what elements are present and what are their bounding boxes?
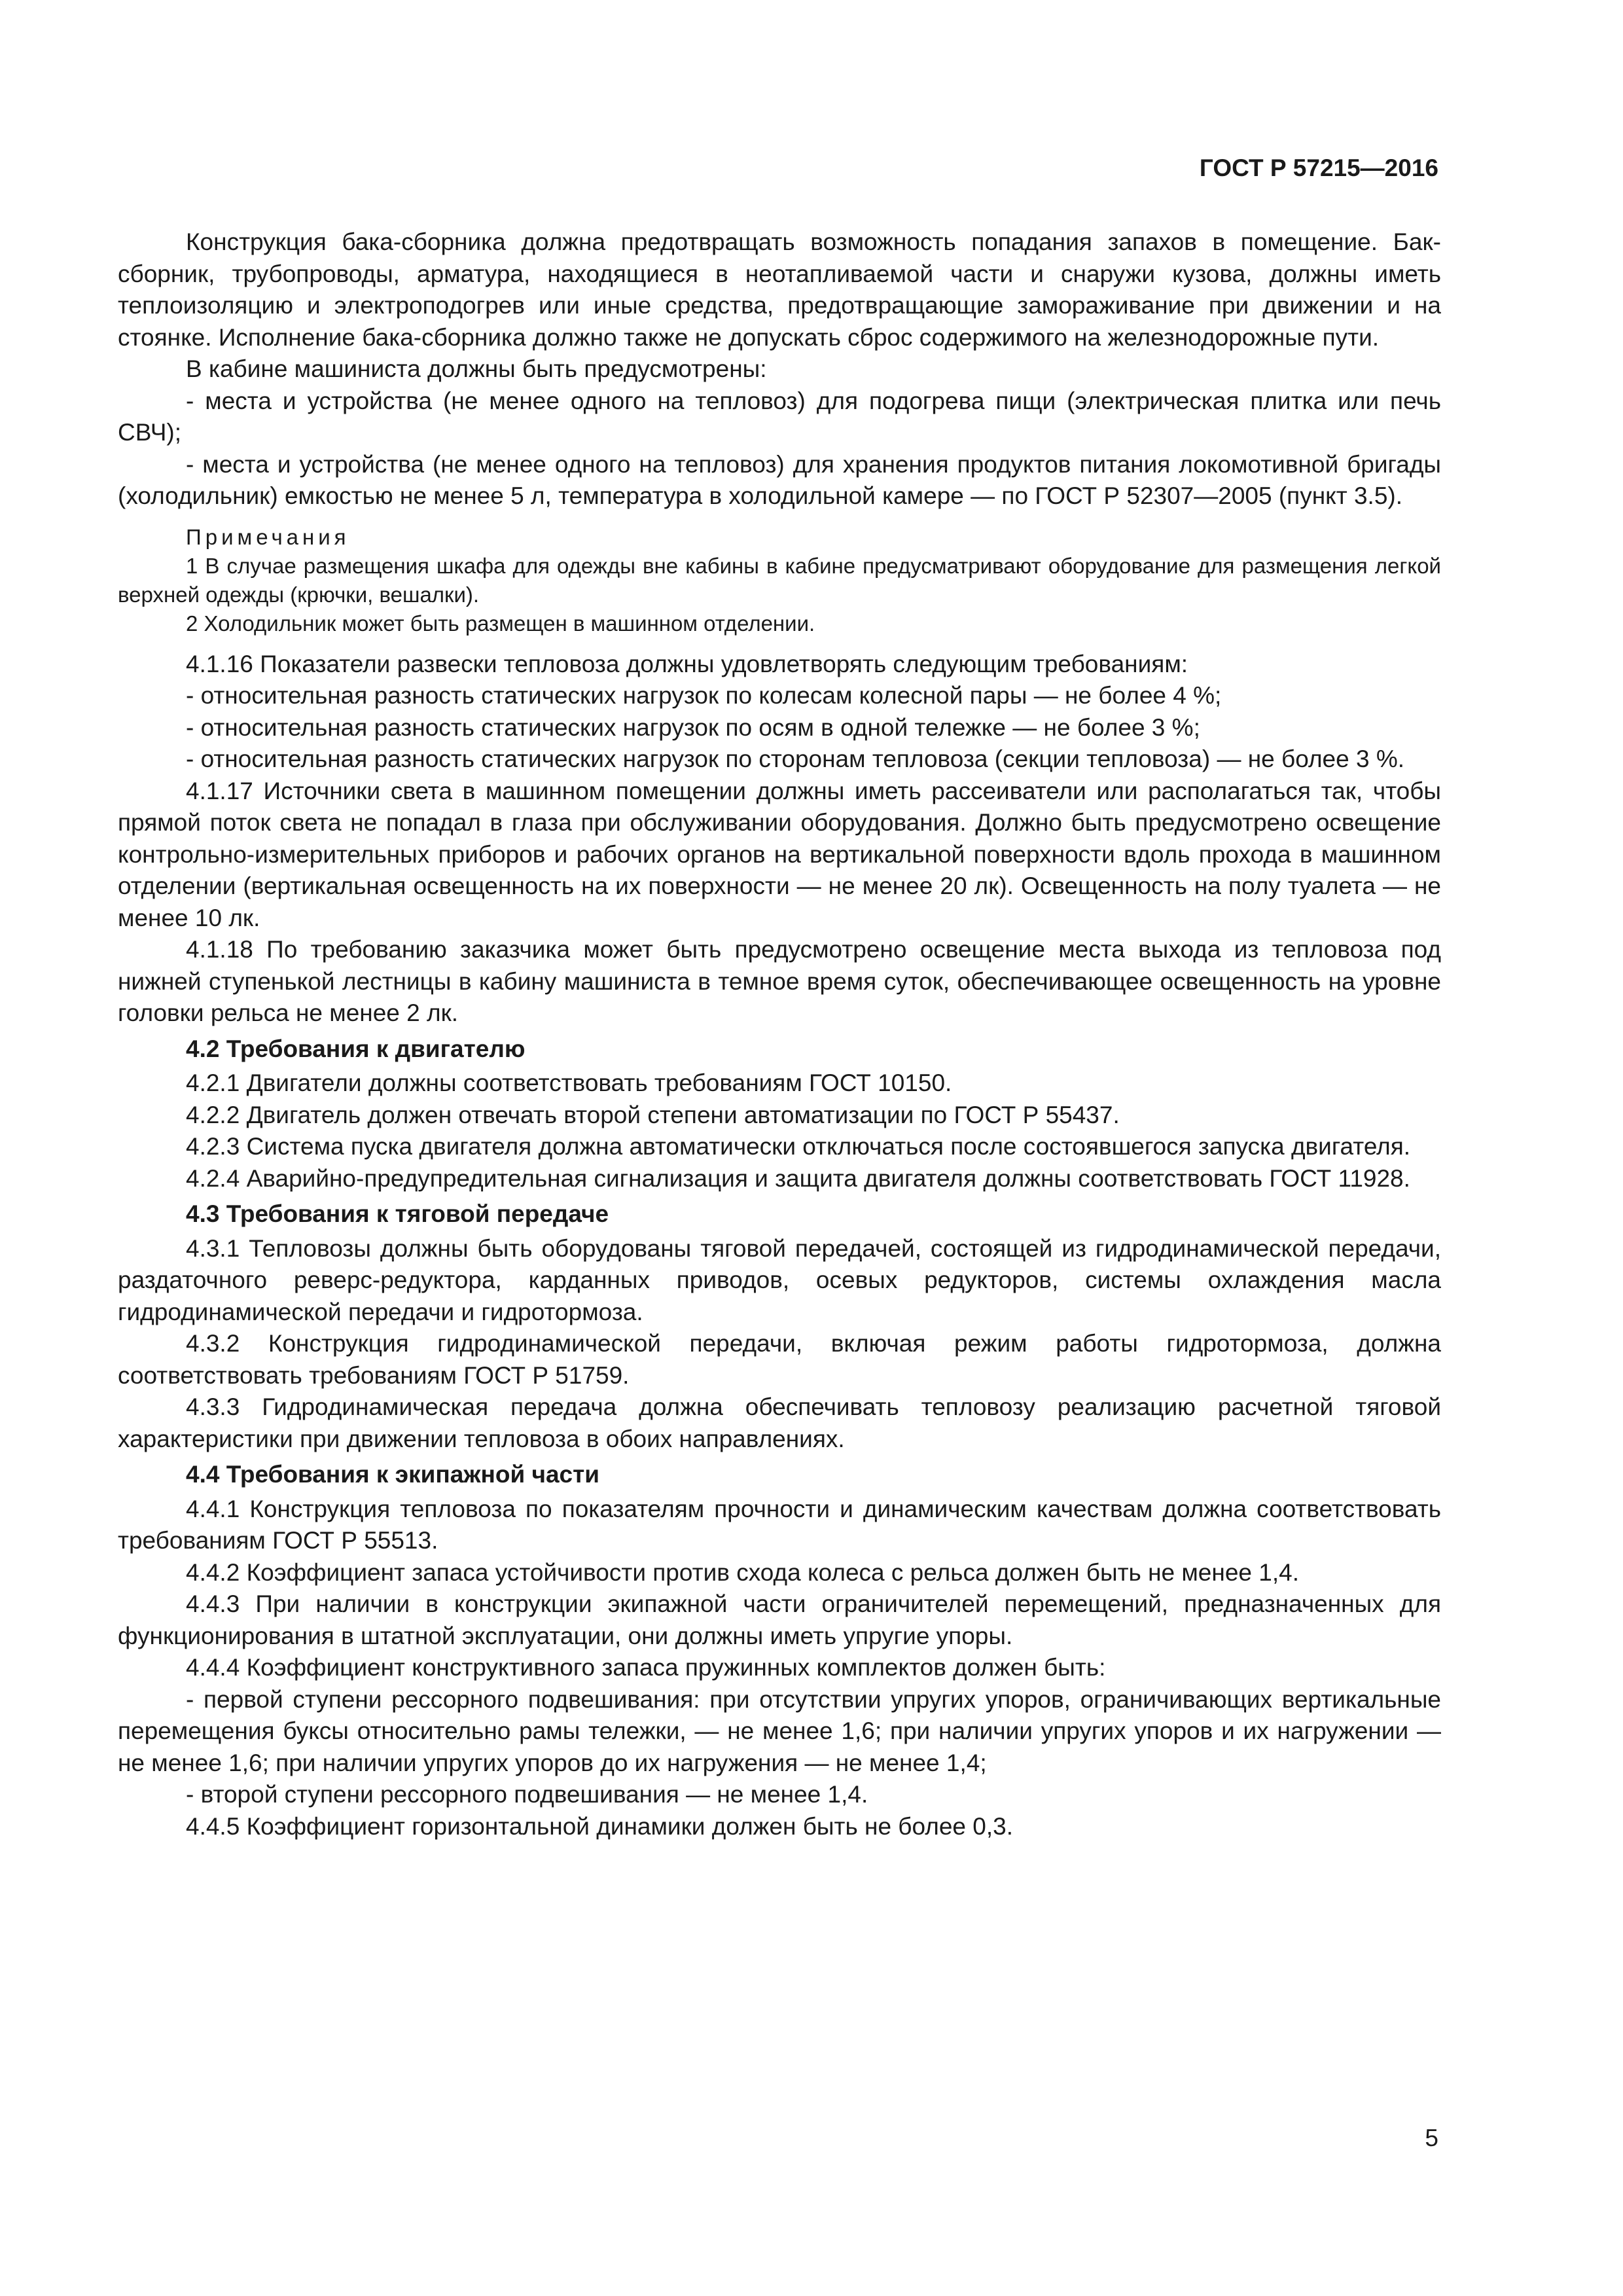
section-heading-4-2: 4.2 Требования к двигателю bbox=[186, 1035, 526, 1062]
list-item: - относительная разность статических нагрузок по сторонам тепловоза (секции тепловоза) — не более 3 %. bbox=[186, 745, 1405, 772]
paragraph: В кабине машиниста должны быть предусмотрены: bbox=[186, 355, 767, 382]
clause-4-4-2: 4.4.2 Коэффициент запаса устойчивости против схода колеса с рельса должен быть не менее 1,4. bbox=[186, 1558, 1299, 1586]
clause-4-1-18: 4.1.18 По требованию заказчика может быть предусмотрено освещение места выхода из тепловоза под нижней ступенькой лестницы в кабину машиниста в темное время суток, обеспечивающее освещенность на уровне головки рельса не менее 2 лк. bbox=[118, 936, 1441, 1026]
page-number: 5 bbox=[1425, 2125, 1438, 2151]
list-item: - относительная разность статических нагрузок по колесам колесной пары — не более 4 %; bbox=[186, 682, 1222, 709]
note-item: 1 В случае размещения шкафа для одежды вне кабины в кабине предусматривают оборудование для размещения легкой верхней одежды (крючки, вешалки). bbox=[118, 553, 1441, 607]
clause-4-1-17: 4.1.17 Источники света в машинном помещении должны иметь рассеиватели или располагаться так, чтобы прямой поток света не попадал в глаза при обслуживании оборудования. Должно быть предусмотрено освещение контрольно-измерительных приборов и рабочих органов на вертикальной поверхности вдоль прохода в машинном отделении (вертикальная освещенность на их поверхности — не менее 20 лк). Освещенность на полу туалета — не менее 10 лк. bbox=[118, 777, 1441, 931]
list-item: - первой ступени рессорного подвешивания: при отсутствии упругих упоров, ограничивающих вертикальные перемещения буксы относительно рамы тележки, — не менее 1,6; при наличии упругих упоров и их нагружении — не менее 1,6; при наличии упругих упоров до их нагружения — не менее 1,4; bbox=[118, 1685, 1441, 1776]
paragraph: Конструкция бака-сборника должна предотвращать возможность попадания запахов в помещение. Бак-сборник, трубопроводы, арматура, находящиеся в неотапливаемой части и снаружи кузова, должны иметь теплоизоляцию и электроподогрев или иные средства, предотвращающие замораживание при движении и на стоянке. Исполнение бака-сборника должно также не допускать сброс содержимого на железнодорожные пути. bbox=[118, 228, 1441, 351]
clause-4-3-3: 4.3.3 Гидродинамическая передача должна обеспечивать тепловозу реализацию расчетной тяговой характеристики при движении тепловоза в обоих направлениях. bbox=[118, 1393, 1441, 1452]
note-item: 2 Холодильник может быть размещен в машинном отделении. bbox=[186, 611, 815, 636]
clause-4-3-1: 4.3.1 Тепловозы должны быть оборудованы тяговой передачей, состоящей из гидродинамической передачи, раздаточного реверс-редуктора, карданных приводов, осевых редукторов, системы охлаждения масла гидродинамической передачи и гидротормоза. bbox=[118, 1234, 1441, 1325]
clause-4-3-2: 4.3.2 Конструкция гидродинамической передачи, включая режим работы гидротормоза, должна соответствовать требованиям ГОСТ Р 51759. bbox=[118, 1330, 1441, 1389]
clause-4-4-3: 4.4.3 При наличии в конструкции экипажной части ограничителей перемещений, предназначенных для функционирования в штатной эксплуатации, они должны иметь упругие упоры. bbox=[118, 1590, 1441, 1649]
clause-4-4-4: 4.4.4 Коэффициент конструктивного запаса пружинных комплектов должен быть: bbox=[186, 1654, 1106, 1681]
clause-4-2-1: 4.2.1 Двигатели должны соответствовать требованиям ГОСТ 10150. bbox=[186, 1069, 952, 1096]
section-heading-4-3: 4.3 Требования к тяговой передаче bbox=[186, 1200, 609, 1227]
standard-number: ГОСТ Р 57215—2016 bbox=[1199, 154, 1438, 181]
section-heading-4-4: 4.4 Требования к экипажной части bbox=[186, 1461, 599, 1488]
list-item: - относительная разность статических нагрузок по осям в одной тележке — не более 3 %; bbox=[186, 713, 1200, 741]
list-item: - второй ступени рессорного подвешивания — не менее 1,4. bbox=[186, 1781, 868, 1808]
list-item: - места и устройства (не менее одного на тепловоз) для подогрева пищи (электрическая плитка или печь СВЧ); bbox=[118, 387, 1441, 446]
clause-4-2-4: 4.2.4 Аварийно-предупредительная сигнализация и защита двигателя должны соответствовать ГОСТ 11928. bbox=[186, 1164, 1410, 1192]
page-body bbox=[118, 226, 1441, 1842]
clause-4-4-1: 4.4.1 Конструкция тепловоза по показателям прочности и динамическим качествам должна соответствовать требованиям ГОСТ Р 55513. bbox=[118, 1495, 1441, 1554]
clause-4-2-3: 4.2.3 Система пуска двигателя должна автоматически отключаться после состоявшегося запуска двигателя. bbox=[186, 1133, 1411, 1160]
clause-4-4-5: 4.4.5 Коэффициент горизонтальной динамики должен быть не более 0,3. bbox=[186, 1812, 1013, 1840]
clause-4-2-2: 4.2.2 Двигатель должен отвечать второй степени автоматизации по ГОСТ Р 55437. bbox=[186, 1101, 1120, 1128]
notes-title: Примечания bbox=[186, 524, 350, 549]
list-item: - места и устройства (не менее одного на тепловоз) для хранения продуктов питания локомотивной бригады (холодильник) емкостью не менее 5 л, температура в холодильной камере — по ГОСТ Р 52307—2005 (пункт 3.5). bbox=[118, 450, 1441, 509]
clause-4-1-16: 4.1.16 Показатели развески тепловоза должны удовлетворять следующим требованиям: bbox=[186, 650, 1188, 677]
